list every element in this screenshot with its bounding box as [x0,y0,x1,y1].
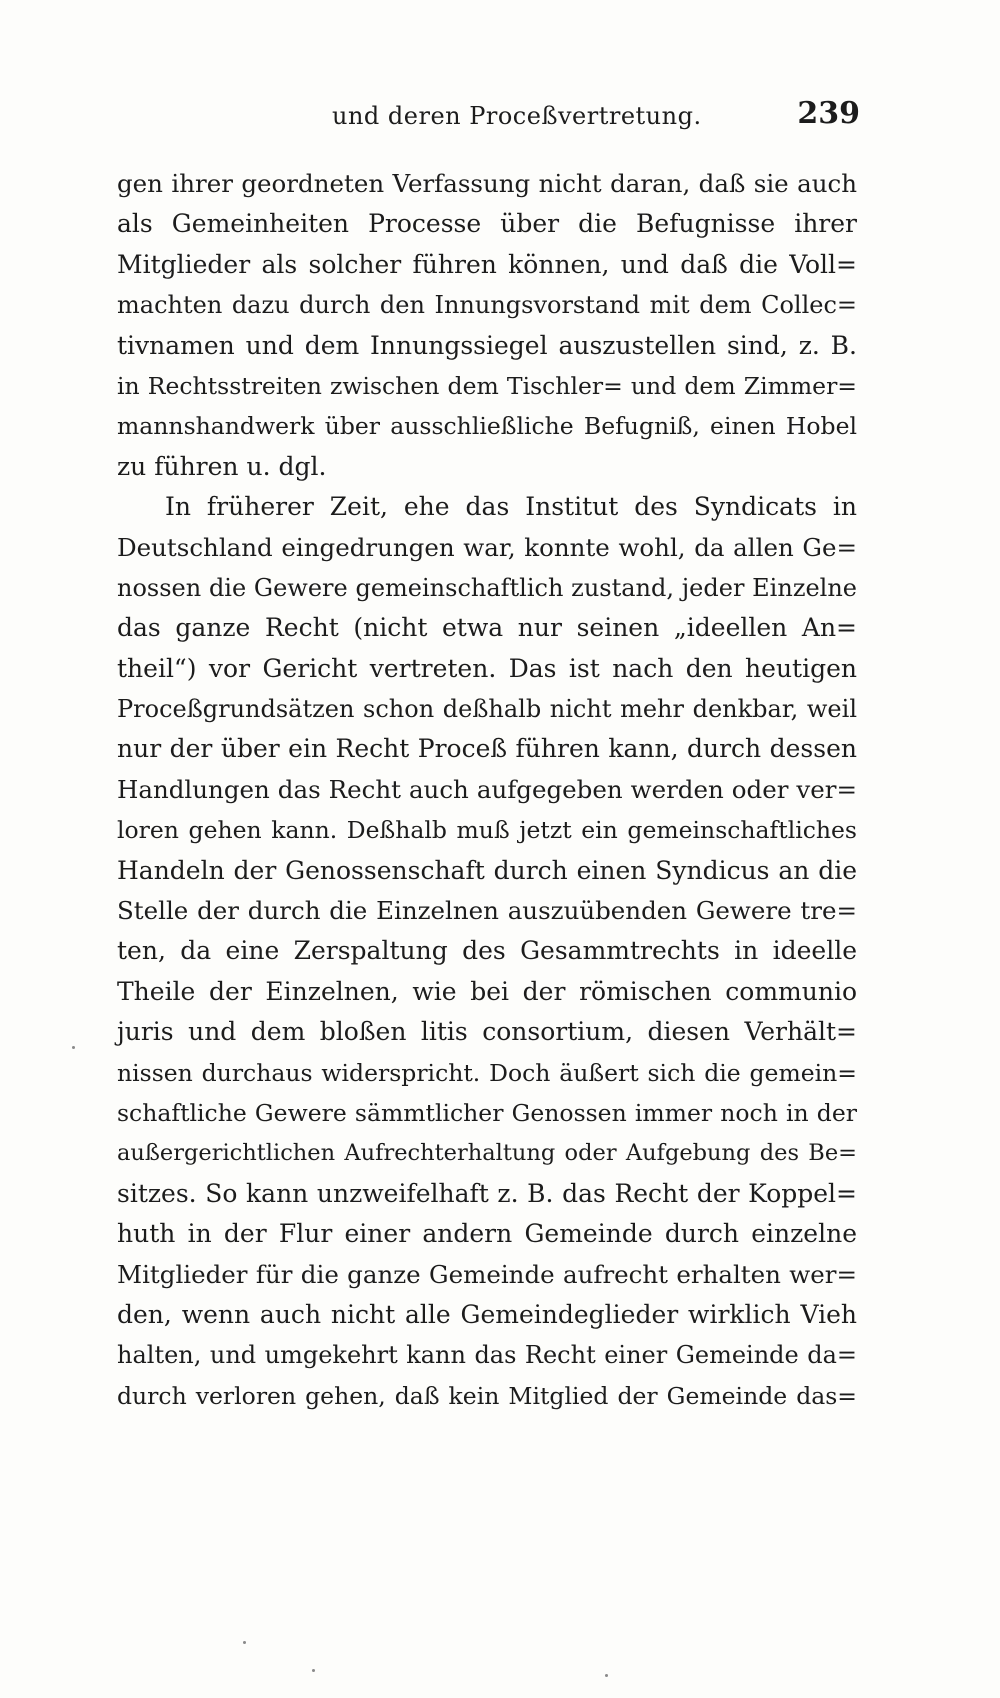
paper-speck [243,1641,246,1644]
text-line: juris und dem bloßen litis consortium, diesen Verhält= [117,1017,857,1047]
text-line: Mitglieder für die ganze Gemeinde aufrecht erhalten wer= [117,1259,857,1289]
text-line: tivnamen und dem Innungssiegel auszustellen sind, z. B. [117,330,857,360]
text-line: huth in der Flur einer andern Gemeinde durch einzelne [117,1219,857,1249]
text-line: nissen durchaus widerspricht. Doch äußert sich die gemein= [117,1058,857,1087]
text-line: zu führen u. dgl. [117,451,327,481]
text-line: in Rechtsstreiten zwischen dem Tischler= und dem Zimmer= [117,371,857,400]
paragraph-first-line: In früherer Zeit, ehe das Institut des Syndicats in [165,492,857,522]
text-line: Theile der Einzelnen, wie bei der römischen communio [117,976,857,1006]
text-line: theil“) vor Gericht vertreten. Das ist nach den heutigen [117,653,857,683]
text-line: Deutschland eingedrungen war, konnte wohl, da allen Ge= [117,532,857,562]
text-line: halten, und umgekehrt kann das Recht einer Gemeinde da= [117,1341,857,1370]
text-line: durch verloren gehen, daß kein Mitglied der Gemeinde das= [117,1381,857,1410]
text-line: nur der über ein Recht Proceß führen kann, durch dessen [117,734,857,764]
text-line: loren gehen kann. Deßhalb muß jetzt ein gemeinschaftliches [117,816,857,845]
text-line: Mitglieder als solcher führen können, und daß die Voll= [117,249,857,279]
text-line: den, wenn auch nicht alle Gemeindeglieder wirklich Vieh [117,1299,857,1329]
page-number: 239 [797,96,860,131]
text-line: Handlungen das Recht auch aufgegeben werden oder ver= [117,774,857,804]
text-line: das ganze Recht (nicht etwa nur seinen „ideellen An= [117,613,857,643]
text-line: schaftliche Gewere sämmtlicher Genossen immer noch in der [117,1098,857,1127]
text-line: gen ihrer geordneten Verfassung nicht daran, daß sie auch [117,169,857,198]
paper-speck [605,1674,608,1677]
text-line: Proceßgrundsätzen schon deßhalb nicht mehr denkbar, weil [117,695,857,724]
text-line: ten, da eine Zerspaltung des Gesammtrechts in ideelle [117,936,857,966]
text-line: machten dazu durch den Innungsvorstand mit dem Collec= [117,291,857,320]
text-line: nossen die Gewere gemeinschaftlich zustand, jeder Einzelne [117,573,857,602]
paper-speck [72,1046,75,1049]
text-line: Handeln der Genossenschaft durch einen Syndicus an die [117,855,857,885]
text-line: sitzes. So kann unzweifelhaft z. B. das Recht der Koppel= [117,1178,857,1208]
text-line: außergerichtlichen Aufrechterhaltung oder Aufgebung des Be= [117,1140,857,1167]
body-text [117,164,857,1416]
text-line: als Gemeinheiten Processe über die Befugnisse ihrer [117,209,857,239]
running-head [120,96,860,136]
text-line: mannshandwerk über ausschließliche Befugniß, einen Hobel [117,412,857,441]
text-line: Stelle der durch die Einzelnen auszuübenden Gewere tre= [117,896,857,926]
paper-speck [312,1669,315,1672]
running-title: und deren Proceßvertretung. [332,102,702,130]
